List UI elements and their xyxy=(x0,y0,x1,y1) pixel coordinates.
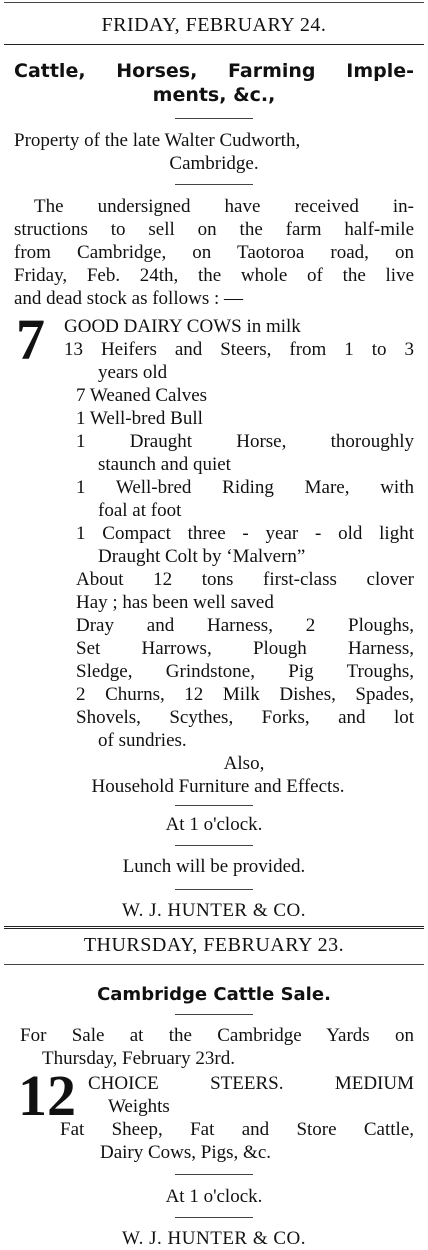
short-rule xyxy=(175,1217,253,1218)
top-rule xyxy=(4,2,424,3)
ad1-item: 1 Compact three - year - old light xyxy=(76,523,414,544)
ad1-lot-first: GOOD DAIRY COWS in milk xyxy=(64,316,301,337)
ad1-date: FRIDAY, FEBRUARY 24. xyxy=(101,14,327,36)
short-rule xyxy=(175,845,253,846)
ad1-lot-number: 7 xyxy=(16,307,45,372)
ad1-also: Also, xyxy=(223,753,265,774)
ad1-item: years old xyxy=(98,362,168,383)
ad2-lot-number: 12 xyxy=(18,1063,76,1128)
ad1-item: Draught Colt by ‘Malvern” xyxy=(98,546,306,567)
ad1-item: Hay ; has been well saved xyxy=(76,592,274,613)
ad1-furniture: Household Furniture and Effects. xyxy=(91,776,345,797)
ad1-item: Dray and Harness, 2 Ploughs, xyxy=(76,615,414,636)
ad1-time: At 1 o'clock. xyxy=(165,814,263,835)
ad2-item: Dairy Cows, Pigs, &c. xyxy=(100,1142,271,1163)
ad1-intro-line: and dead stock as follows : — xyxy=(14,288,244,309)
ad1-item: Set Harrows, Plough Harness, xyxy=(76,638,414,659)
ad1-item: 1 Draught Horse, thoroughly xyxy=(76,431,414,452)
ad2-item: Fat Sheep, Fat and Store Cattle, xyxy=(60,1119,414,1140)
ad1-item: Shovels, Scythes, Forks, and lot xyxy=(76,707,414,728)
ad2-date: THURSDAY, FEBRUARY 23. xyxy=(83,934,345,956)
short-rule xyxy=(175,805,253,806)
short-rule xyxy=(175,889,253,890)
ad1-intro-line: The undersigned have received in- xyxy=(34,196,414,217)
ad1-title-line-1: Cattle, Horses, Farming Imple- xyxy=(14,60,414,82)
short-rule xyxy=(175,184,253,185)
ad1-lunch: Lunch will be provided. xyxy=(122,856,306,877)
date-rule xyxy=(4,44,424,45)
short-rule xyxy=(175,1174,253,1175)
short-rule xyxy=(175,1014,253,1015)
ad1-intro-line: structions to sell on the farm half-mile xyxy=(14,219,414,240)
ad1-item: Sledge, Grindstone, Pig Troughs, xyxy=(76,661,414,682)
ad1-property-line-1: Property of the late Walter Cudworth, xyxy=(14,130,301,151)
ad2-lot-first: CHOICE STEERS. MEDIUM xyxy=(88,1073,414,1094)
ad1-item: staunch and quiet xyxy=(98,454,231,475)
ad1-item: 13 Heifers and Steers, from 1 to 3 xyxy=(64,339,414,360)
ad1-item: of sundries. xyxy=(98,730,187,751)
ad1-item: 7 Weaned Calves xyxy=(76,385,208,406)
ad2-title: Cambridge Cattle Sale. xyxy=(97,984,331,1005)
ad2-intro-line: For Sale at the Cambridge Yards on xyxy=(20,1025,414,1046)
short-rule xyxy=(175,118,253,119)
ad1-intro-line: Friday, Feb. 24th, the whole of the live xyxy=(14,265,414,286)
ad2-auctioneer: W. J. HUNTER & CO. xyxy=(121,1228,307,1249)
ad2-lot-second: Weights xyxy=(108,1096,170,1117)
ad1-intro-line: from Cambridge, on Taotoroa road, on xyxy=(14,242,414,263)
ad2-time: At 1 o'clock. xyxy=(165,1186,263,1207)
ad1-item: About 12 tons first-class clover xyxy=(76,569,414,590)
ad1-auctioneer: W. J. HUNTER & CO. xyxy=(121,900,307,921)
ad1-item: foal at foot xyxy=(98,500,182,521)
ad2-intro-line: Thursday, February 23rd. xyxy=(42,1048,235,1069)
ad1-property-line-2: Cambridge. xyxy=(169,153,259,174)
ad1-title-line-2: ments, &c., xyxy=(152,84,276,106)
section-divider xyxy=(4,926,424,929)
date-rule xyxy=(4,964,424,965)
ad1-item: 1 Well-bred Riding Mare, with xyxy=(76,477,414,498)
ad1-item: 1 Well-bred Bull xyxy=(76,408,203,429)
ad1-item: 2 Churns, 12 Milk Dishes, Spades, xyxy=(76,684,414,705)
